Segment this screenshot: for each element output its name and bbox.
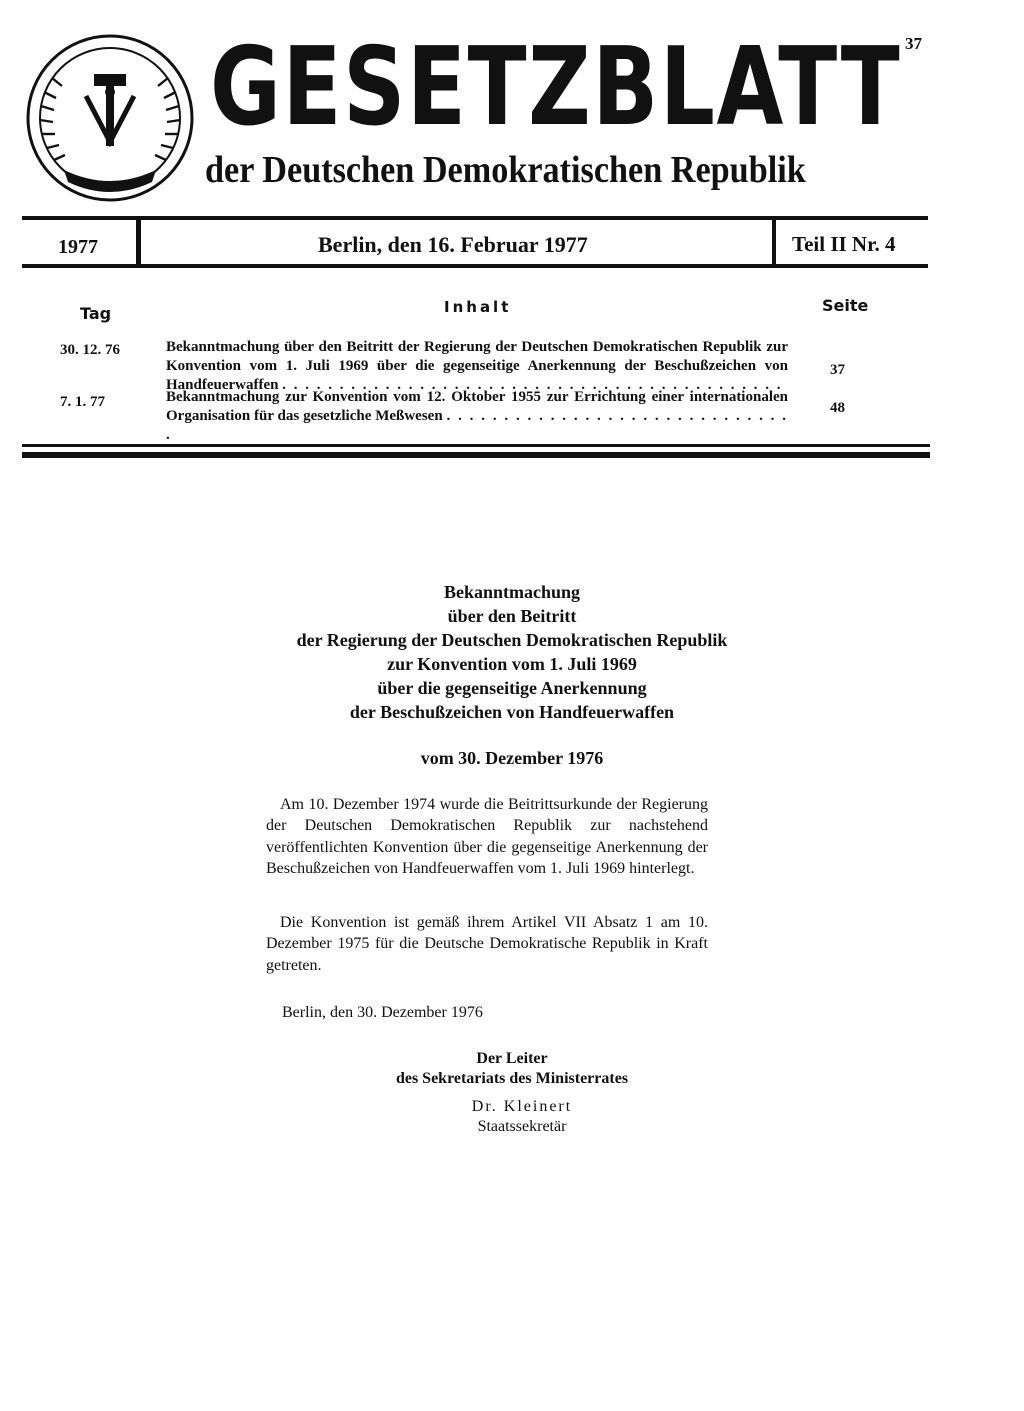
toc-leader-dots: . . . . . . . . . . . . . . . . . . . . . . . . . . . . . . . . . . . . . . . . . . . . xyxy=(282,377,783,393)
header-divider-left xyxy=(136,218,141,268)
toc-bottom-rule-thick xyxy=(22,452,930,458)
issue-dateline: Berlin, den 16. Februar 1977 xyxy=(318,232,588,257)
toc-entry-date: 7. 1. 77 xyxy=(60,394,105,410)
document-paragraph-1: Am 10. Dezember 1974 wurde die Beitrittsurkunde der Regierung der Deutschen Demokratischen Republik zur nachstehend veröffentlichten Konvention über die gegenseitige Anerkennung der Beschußzeichen von Handfeuerwaffen vom 1. Juli 1969 hinterlegt. xyxy=(266,796,708,878)
header-bottom-rule xyxy=(22,264,928,268)
toc-leader-dots: . . . . . . . . . . . . . . . . . . . . . . . . . . . . . . . xyxy=(166,408,789,443)
toc-entry-text xyxy=(166,338,788,395)
page-number: 37 xyxy=(905,34,922,53)
document-paragraph-2: Die Konvention ist gemäß ihrem Artikel VII Absatz 1 am 10. Dezember 1975 für die Deutsche Demokratische Republik in Kraft getreten. xyxy=(266,914,708,974)
document-title-line: zur Konvention vom 1. Juli 1969 xyxy=(387,654,637,674)
document-place-date: Berlin, den 30. Dezember 1976 xyxy=(282,1004,483,1021)
toc-column-tag: Tag xyxy=(80,304,112,323)
issue-year: 1977 xyxy=(58,236,98,258)
masthead-subtitle: der Deutschen Demokratischen Republik xyxy=(205,149,806,191)
document-title-line: der Regierung der Deutschen Demokratischen Republik xyxy=(296,630,728,650)
masthead-title: GESETZBLATT xyxy=(210,25,902,150)
document-title-line: der Beschußzeichen von Handfeuerwaffen xyxy=(349,702,675,722)
document-title-line: über den Beitritt xyxy=(447,606,577,626)
issue-part-number: Teil II Nr. 4 xyxy=(792,232,896,256)
toc-entry-title: Bekanntmachung zur Konvention vom 12. Oktober 1955 zur Errichtung einer internationalen Organisation für das gesetzliche Meßwesen xyxy=(166,389,788,424)
signatory-role: Staatssekretär xyxy=(477,1118,567,1135)
signature-office: des Sekretariats des Ministerrates xyxy=(395,1070,629,1087)
document-title-line: Bekanntmachung xyxy=(443,582,581,602)
toc-entry-page: 37 xyxy=(830,362,845,378)
toc-column-seite: Seite xyxy=(822,296,869,315)
signature-title: Der Leiter xyxy=(476,1050,548,1067)
document-date-line: vom 30. Dezember 1976 xyxy=(420,748,604,768)
toc-entry-text xyxy=(166,388,788,445)
signatory-name: Dr. Kleinert xyxy=(471,1098,573,1115)
header-divider-right xyxy=(772,218,776,268)
toc-column-inhalt: Inhalt xyxy=(444,298,512,316)
document-title-line: über die gegenseitige Anerkennung xyxy=(377,678,647,698)
state-emblem xyxy=(24,32,196,204)
toc-bottom-rule-thin xyxy=(22,444,930,447)
toc-entry-page: 48 xyxy=(830,400,845,416)
toc-entry-title: Bekanntmachung über den Beitritt der Regierung der Deutschen Demokratischen Republik zur Konvention vom 1. Juli 1969 über die gegenseitige Anerkennung der Beschußzeichen von Handfeuerwaffen xyxy=(166,339,788,393)
header-top-rule xyxy=(22,216,928,220)
toc-entry-date: 30. 12. 76 xyxy=(60,342,120,358)
